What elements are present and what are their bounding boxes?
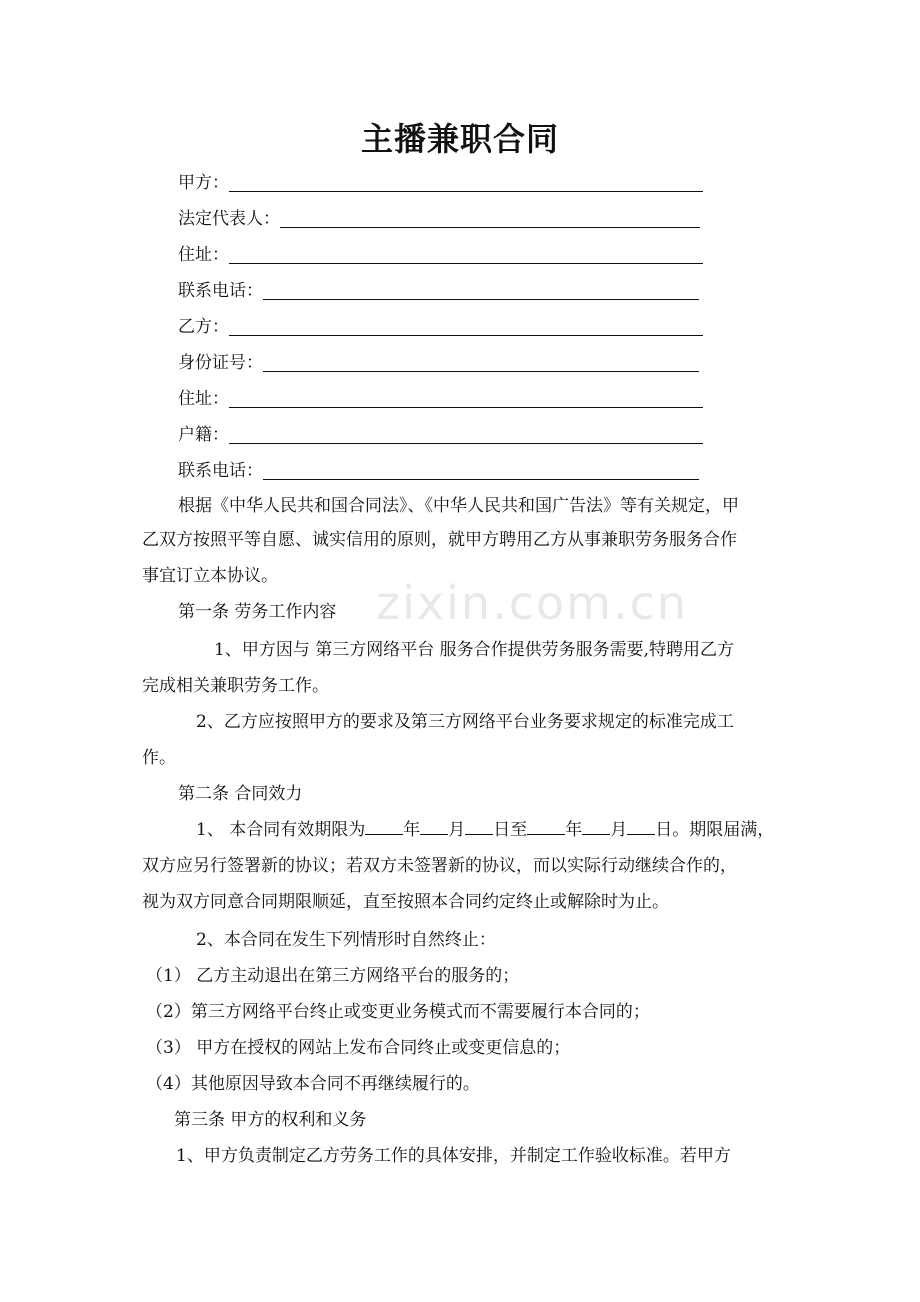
- fill-in-line[interactable]: [263, 351, 699, 372]
- field-label: 乙方：: [178, 317, 229, 337]
- watermark: zixin.com.cn: [376, 576, 689, 630]
- document-title: 主播兼职合同: [360, 120, 559, 158]
- fill-in-line[interactable]: [280, 207, 700, 228]
- clause-text: 月: [448, 820, 466, 840]
- field-address-a: [178, 238, 703, 266]
- month-blank[interactable]: [582, 816, 610, 835]
- clause-text: 月: [610, 820, 628, 840]
- fill-in-line[interactable]: [229, 387, 703, 408]
- fill-in-line[interactable]: [263, 459, 699, 480]
- article-heading: 第一条 劳务工作内容: [178, 602, 337, 622]
- term-clause: [196, 812, 774, 848]
- year-blank[interactable]: [365, 816, 403, 835]
- field-label: 身份证号：: [178, 353, 263, 373]
- field-label: 法定代表人：: [178, 209, 280, 229]
- field-phone-a: [178, 274, 699, 302]
- intro-line: 根据《中华人民共和国合同法》、《中华人民共和国广告法》等有关规定，甲: [178, 496, 739, 516]
- field-label: 户籍：: [178, 425, 229, 445]
- month-blank[interactable]: [420, 816, 448, 835]
- clause-text: 年: [565, 820, 583, 840]
- clause-line: 视为双方同意合同期限顺延，直至按照本合同约定终止或解除时为止。: [142, 892, 669, 912]
- sub-item: （3） 甲方在授权的网站上发布合同终止或变更信息的；: [146, 1038, 571, 1058]
- field-label: 甲方：: [178, 173, 229, 193]
- fill-in-line[interactable]: [229, 171, 703, 192]
- sub-item: （2）第三方网络平台终止或变更业务模式而不需要履行本合同的；: [146, 1002, 650, 1022]
- field-label: 住址：: [178, 245, 229, 265]
- fill-in-line[interactable]: [229, 423, 703, 444]
- intro-line: 乙双方按照平等自愿、诚实信用的原则，就甲方聘用乙方从事兼职劳务服务合作: [142, 530, 737, 550]
- clause-line: 2、乙方应按照甲方的要求及第三方网络平台业务要求规定的标准完成工: [196, 712, 734, 732]
- sub-item: （1） 乙方主动退出在第三方网络平台的服务的；: [146, 966, 520, 986]
- field-phone-b: [178, 454, 699, 482]
- clause-text: 1、 本合同有效期限为: [196, 820, 366, 840]
- clause-text: 年: [403, 820, 421, 840]
- clause-line: 双方应另行签署新的协议；若双方未签署新的协议，而以实际行动继续合作的，: [142, 856, 737, 876]
- year-blank[interactable]: [527, 816, 565, 835]
- field-id-number: [178, 346, 699, 374]
- day-blank[interactable]: [465, 816, 493, 835]
- clause-text: 日至: [493, 820, 528, 840]
- clause-line: 2、本合同在发生下列情形时自然终止：: [196, 930, 496, 950]
- clause-line: 1、甲方因与 第三方网络平台 服务合作提供劳务服务需要,特聘用乙方: [214, 640, 735, 660]
- field-label: 住址：: [178, 389, 229, 409]
- clause-line: 完成相关兼职劳务工作。: [142, 676, 329, 696]
- clause-line: 1、甲方负责制定乙方劳务工作的具体安排，并制定工作验收标准。若甲方: [176, 1146, 731, 1166]
- intro-line: 事宜订立本协议。: [142, 566, 278, 586]
- article-heading: 第三条 甲方的权利和义务: [174, 1110, 367, 1130]
- article-heading: 第二条 合同效力: [178, 784, 303, 804]
- field-address-b: [178, 382, 703, 410]
- field-party-a: [178, 166, 703, 194]
- fill-in-line[interactable]: [263, 279, 699, 300]
- field-label: 联系电话：: [178, 281, 263, 301]
- clause-line: 作。: [142, 748, 176, 768]
- field-label: 联系电话：: [178, 461, 263, 481]
- day-blank[interactable]: [627, 816, 655, 835]
- fill-in-line[interactable]: [229, 243, 703, 264]
- field-party-b: [178, 310, 703, 338]
- field-legal-representative: [178, 202, 700, 230]
- clause-text: 日。期限届满，: [655, 820, 775, 840]
- sub-item: （4）其他原因导致本合同不再继续履行的。: [146, 1074, 480, 1094]
- field-household: [178, 418, 703, 446]
- fill-in-line[interactable]: [229, 315, 703, 336]
